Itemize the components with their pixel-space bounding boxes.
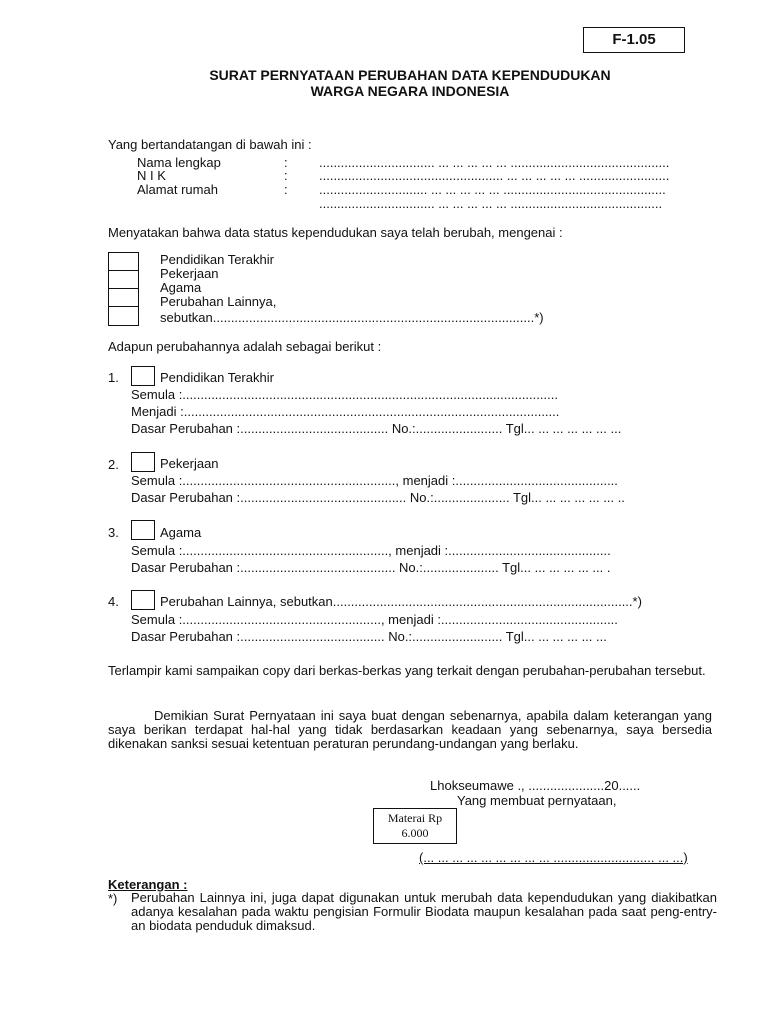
statement-text: Menyatakan bahwa data status kependudukan saya telah berubah, mengenai : <box>108 225 563 240</box>
section1-menjadi[interactable]: Menjadi :........................................................................................................ <box>131 404 560 419</box>
attachment-paragraph: Terlampir kami sampaikan copy dari berkas-berkas yang terkait dengan perubahan-perubahan tersebut. <box>108 663 706 678</box>
address-label: Alamat rumah <box>137 182 218 197</box>
check-label-pekerjaan: Pekerjaan <box>160 266 219 281</box>
name-colon: : <box>284 155 288 170</box>
checkbox-agama[interactable] <box>109 289 138 307</box>
section3-number: 3. <box>108 525 119 540</box>
section3-semula[interactable]: Semula :........................................................., menjadi :............................................. <box>131 543 611 558</box>
address-field[interactable]: .............................. ... ... ... ... ... ............................................. <box>319 182 666 197</box>
checkbox-lainnya[interactable] <box>109 307 138 327</box>
nik-field[interactable]: ................................................... ... ... ... ... ... ......................... <box>319 168 670 183</box>
address-field-2[interactable]: ................................ ... ... ... ... ... .......................................... <box>319 196 663 211</box>
stamp-box <box>373 808 457 844</box>
checkbox-pekerjaan[interactable] <box>109 271 138 289</box>
section3-label: Agama <box>160 525 202 540</box>
signature-name-line[interactable]: (... ... ... ... ... ... ... ... ... ............................ ... ...) <box>419 850 688 865</box>
section3-checkbox[interactable] <box>131 520 155 540</box>
check-label-lainnya: Perubahan Lainnya, <box>160 294 277 309</box>
maker-label: Yang membuat pernyataan, <box>457 793 617 808</box>
section4-number: 4. <box>108 594 119 609</box>
section2-semula[interactable]: Semula :..........................................................., menjadi :............................................. <box>131 473 618 488</box>
section2-number: 2. <box>108 457 119 472</box>
section1-semula[interactable]: Semula :........................................................................................................ <box>131 387 558 402</box>
section3-dasar[interactable]: Dasar Perubahan :........................................... No.:..................... Tgl... ... ... ... ... ... . <box>131 560 611 575</box>
place-date[interactable]: Lhokseumawe ., .....................20...... <box>430 778 641 793</box>
section4-semula[interactable]: Semula :......................................................., menjadi :................................................. <box>131 612 618 627</box>
section4-dasar[interactable]: Dasar Perubahan :........................................ No.:......................... Tgl... ... ... ... ... ... <box>131 629 607 644</box>
section1-checkbox[interactable] <box>131 366 155 386</box>
document-title-line2: WARGA NEGARA INDONESIA <box>310 83 510 99</box>
section1-number: 1. <box>108 370 119 385</box>
section2-dasar[interactable]: Dasar Perubahan :.............................................. No.:..................... Tgl... ... ... ... ... ... .. <box>131 490 625 505</box>
section4-label[interactable]: Perubahan Lainnya, sebutkan...................................................................................*) <box>160 594 642 609</box>
form-code: F-1.05 <box>583 27 685 53</box>
name-field[interactable]: ................................ ... ... ... ... ... ............................................ <box>319 155 670 170</box>
check-label-sebutkan[interactable]: sebutkan.........................................................................................*) <box>160 310 544 325</box>
section2-checkbox[interactable] <box>131 452 155 472</box>
stamp-line1: Materai Rp <box>387 811 443 825</box>
checkbox-pendidikan[interactable] <box>109 253 138 271</box>
nik-label: N I K <box>137 168 166 183</box>
section2-label: Pekerjaan <box>160 456 219 471</box>
name-label: Nama lengkap <box>137 155 221 170</box>
nik-colon: : <box>284 168 288 183</box>
notes-text: Perubahan Lainnya ini, juga dapat digunakan untuk merubah data kependudukan yang diakibatkan adanya kesalahan pada waktu pengisian Formulir Biodata maupun kesalahan pada saat peng-entry-an biodata penduduk dimaksud. <box>131 890 717 933</box>
notes-marker: *) <box>108 891 118 906</box>
notes-heading: Keterangan : <box>108 877 188 892</box>
section1-label: Pendidikan Terakhir <box>160 370 274 385</box>
closing-paragraph: Demikian Surat Pernyataan ini saya buat dengan sebenarnya, apabila dalam keterangan yang saya berikan terdapat hal-hal yang tidak berdasarkan keadaan yang sebenarnya, saya bersedia dikenakan sanksi sesuai ketentuan peraturan perundang-undangan yang berlaku. <box>108 708 712 751</box>
check-label-agama: Agama <box>160 280 202 295</box>
stamp-line2: 6.000 <box>401 826 429 840</box>
check-label-pendidikan: Pendidikan Terakhir <box>160 252 274 267</box>
section1-dasar[interactable]: Dasar Perubahan :......................................... No.:........................ Tgl... ... ... ... ... ... ... <box>131 421 622 436</box>
section4-checkbox[interactable] <box>131 590 155 610</box>
address-colon: : <box>284 182 288 197</box>
document-title-line1: SURAT PERNYATAAN PERUBAHAN DATA KEPENDUDUKAN <box>209 67 611 83</box>
intro-text: Yang bertandatangan di bawah ini : <box>108 137 312 152</box>
checkbox-stack[interactable] <box>108 252 139 326</box>
changes-intro: Adapun perubahannya adalah sebagai berikut : <box>108 339 382 354</box>
